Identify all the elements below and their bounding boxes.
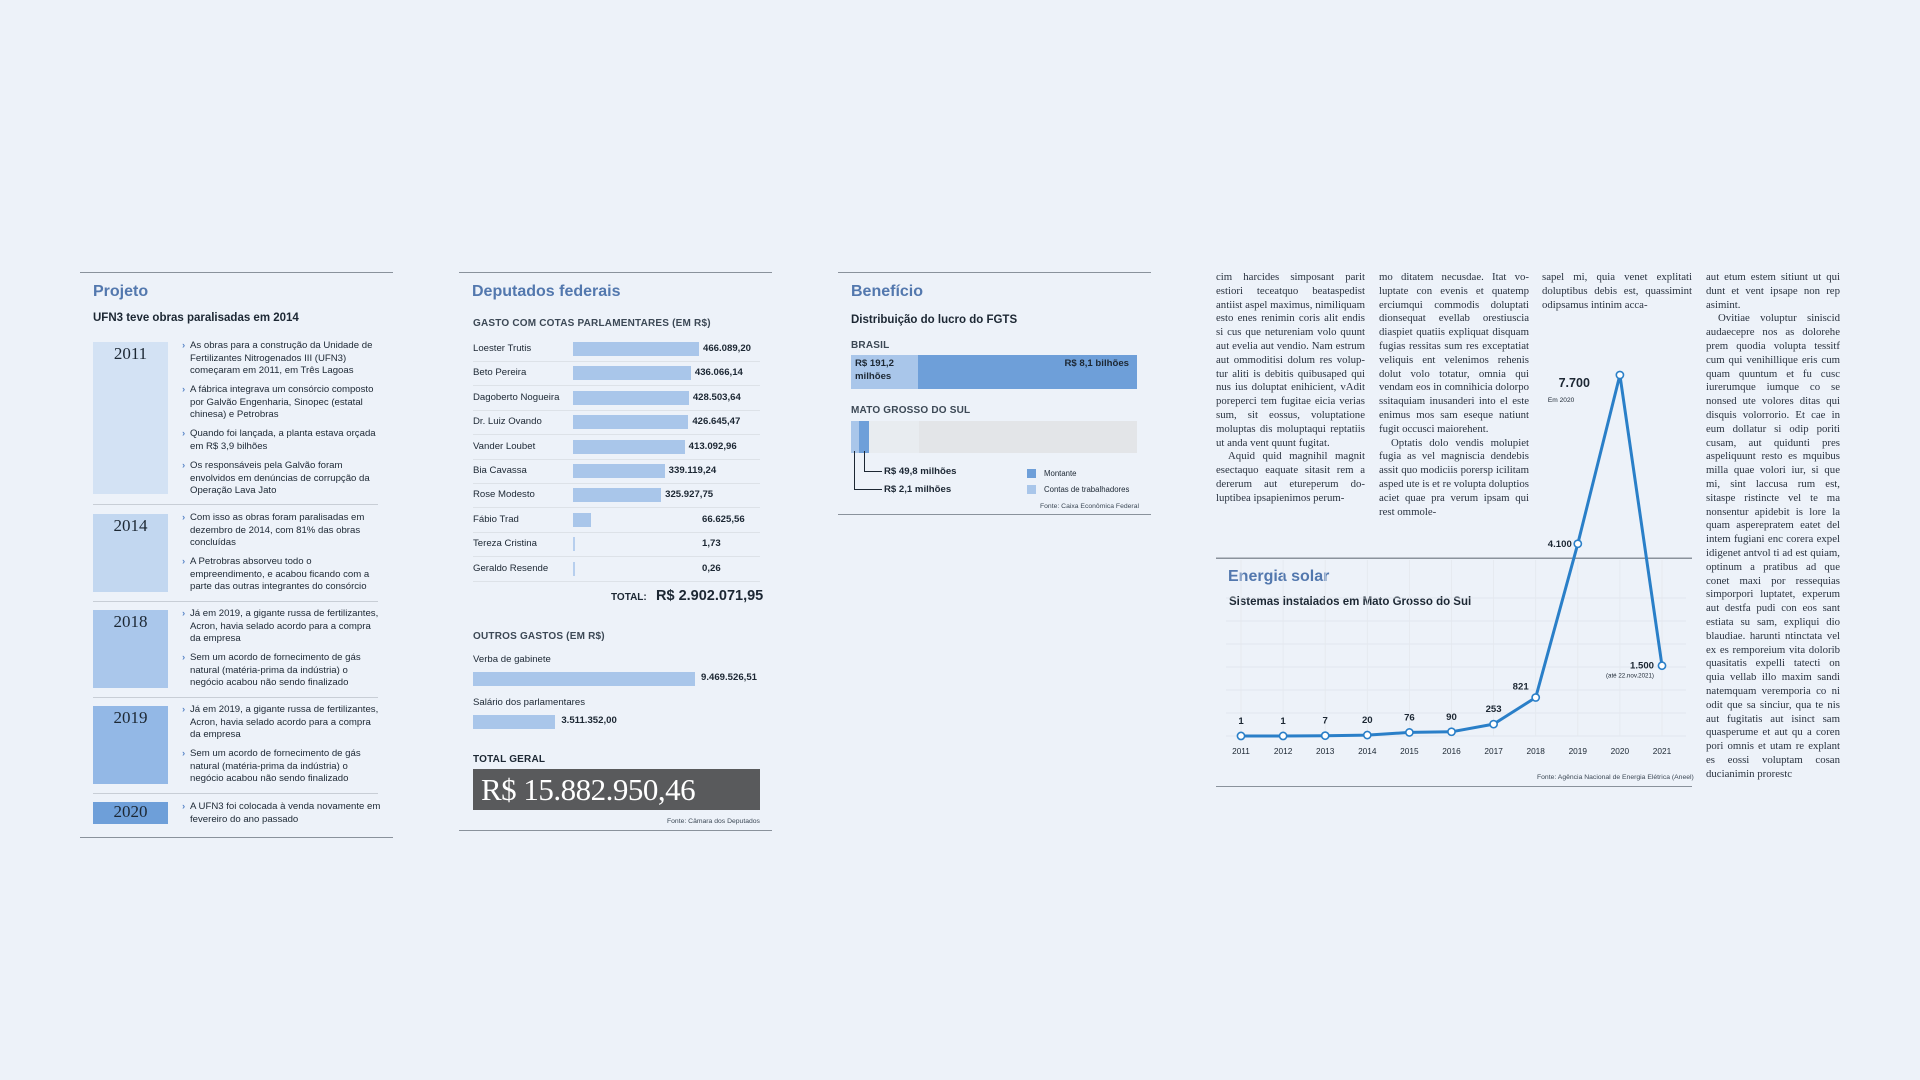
annotation-2021: (até 22.nov.2021) [1605, 672, 1654, 680]
x-tick-label: 2012 [1273, 746, 1293, 756]
deputados-total-value: R$ 2.902.071,95 [656, 588, 764, 604]
paragraph: aut etum estem sitiunt ut qui dunt et vent ipsape non rep asimint. [1706, 271, 1840, 311]
deputado-name: Bia Cavassa [473, 465, 527, 476]
leader-line-montante-h [864, 471, 882, 472]
bullet-2018-1: › Já em 2019, a gigante russa de fertilizantes, Acron, havia selado acordo para a compra da empresa [182, 608, 379, 644]
projeto-bottom-rule [80, 837, 393, 838]
divider [93, 793, 378, 794]
ms-label: MATO GROSSO DO SUL [851, 405, 971, 416]
deputado-name: Tereza Cristina [473, 538, 537, 550]
projeto-subtitle: UFN3 teve obras paralisadas em 2014 [93, 312, 299, 324]
other-expense-name: Verba de gabinete [473, 654, 551, 665]
chevron-right-icon: › [182, 460, 186, 471]
leader-line-contas-h [854, 489, 882, 490]
annotation-2020: Em 2020 [1547, 397, 1575, 404]
legend-contas-swatch [1027, 485, 1036, 494]
paragraph: sapel mi, quia venet explitati doluptibus debis est, quassimint odipsamus intinim acca- [1542, 271, 1692, 311]
other-expense-bar[interactable] [473, 672, 695, 686]
brasil-part-label: R$ 191,2 milhões [855, 358, 894, 382]
deputado-value: 413.092,96 [688, 440, 737, 452]
year-2011: 2011 [113, 344, 148, 363]
chevron-right-icon: › [182, 704, 186, 715]
beneficio-title: Benefício [851, 283, 924, 300]
bullet-2011-1: › As obras para a construção da Unidade de Fertilizantes Nitrogenados III (UFN3) começaram em 2011, em Três Lagoas [182, 340, 373, 376]
x-tick-label: 2011 [1232, 746, 1250, 756]
legend-montante-swatch [1027, 469, 1036, 478]
paragraph: Optatis dolo vendis molupiet fugia as vel magniscia dendebis assit quo modiciis porersp icilitam asped ute is et re volupta doluptios aciet quae pra verum ipsam qui rest ommole- [1379, 436, 1529, 518]
deputado-name: Dagoberto Nogueira [473, 391, 560, 403]
ms-contas-label: R$ 2,1 milhões [884, 484, 952, 495]
chevron-right-icon: › [182, 801, 186, 812]
deputado-name: Fábio Trad [473, 513, 519, 525]
text-column-3 [1542, 271, 1692, 313]
year-2019: 2019 [113, 708, 148, 727]
data-label: 7.700 [1558, 376, 1590, 390]
deputado-name: Vander Loubet [473, 440, 536, 452]
chevron-right-icon: › [182, 512, 186, 523]
chevron-right-icon: › [182, 652, 186, 663]
chevron-right-icon: › [182, 340, 186, 351]
data-point [1406, 729, 1413, 736]
deputados-title: Deputados federais [472, 283, 621, 300]
data-point [1322, 732, 1329, 739]
bullet-2020-1: › A UFN3 foi colocada à venda novamente em fevereiro do ano passado [182, 801, 381, 825]
deputado-name: Rose Modesto [473, 489, 535, 501]
ms-montante-label: R$ 49,8 milhões [884, 466, 957, 477]
data-label: 4.100 [1547, 538, 1572, 550]
row-divider [473, 532, 760, 533]
leader-line-contas [854, 451, 855, 490]
row-divider [473, 483, 760, 484]
deputado-bar[interactable] [573, 562, 575, 576]
deputado-name: Beto Pereira [473, 367, 527, 379]
beneficio-top-rule [838, 272, 1151, 273]
data-point [1237, 732, 1244, 739]
deputado-bar[interactable] [573, 537, 575, 551]
year-2019-box [93, 706, 168, 784]
data-label: 1 [1238, 715, 1244, 727]
x-tick-label: 2014 [1358, 746, 1377, 756]
chevron-right-icon: › [182, 384, 186, 395]
x-tick-label: 2017 [1484, 746, 1503, 756]
beneficio-bottom-rule [838, 514, 1151, 515]
data-label: 76 [1404, 712, 1415, 724]
projeto-top-rule [80, 272, 393, 273]
deputado-bar[interactable] [573, 513, 591, 527]
deputado-value: 66.625,56 [702, 513, 745, 525]
data-point [1532, 694, 1539, 701]
x-tick-label: 2013 [1315, 746, 1335, 756]
other-expense-bar[interactable] [473, 715, 555, 729]
projeto-title: Projeto [93, 283, 149, 300]
deputado-name: Loester Trutis [473, 343, 532, 354]
deputados-bottom-rule [459, 830, 772, 831]
deputado-bar[interactable] [573, 440, 685, 454]
ms-bar-montante[interactable] [859, 421, 869, 453]
data-label: 1.500 [1629, 660, 1654, 672]
data-label: 20 [1361, 715, 1373, 727]
data-point [1280, 732, 1287, 739]
bullet-2019-2: › Sem um acordo de fornecimento de gás natural (matéria-prima da indústria) o negócio acabou não sendo finalizado [182, 748, 361, 784]
bullet-2014-2: › A Petrobras absorveu todo o empreendimento, e acabou ficando com a parte das outras integrantes do consórcio [182, 556, 370, 592]
energia-solar-line-chart [1216, 360, 1696, 792]
bullet-2018-2: › Sem um acordo de fornecimento de gás natural (matéria-prima da indústria) o negócio acabou não sendo finalizado [182, 652, 361, 688]
x-tick-label: 2020 [1610, 746, 1630, 756]
x-tick-label: 2015 [1400, 746, 1419, 756]
deputado-value: 339.119,24 [668, 465, 717, 476]
paragraph: Ovitiae voluptur siniscid audaecepre nos as dolorehe prem quodia volupta tessitf cum qui venihillique eris cum quam quuntum et fu cusc iurerumque iumque co se nonsed ute volores ditas qui disquis volorrorio. Et cae in eum dollatur si odip poriti cusam, aut quidunti pres aspeliquunt resto es mquibus milla quae volori iur, si que mi, sint laccusa rum est, sitaspe ristincte vel te ma nonsentur apidebit is lore la quam asperepratem eatet del intem fugiani enc corera expel idigenet antvol ti ad est quiam, optinum a pratibus ad que conet maxi por ressequias simporpori luptatet, experum aut destfa pudi con eos sant estiata su sam, expliqui dio blaudiae. harunti ntinctata vel ex es remporeium vita dolorib quasitatis expelli tatecti on quia vellab illo maxim sandi natemquam veremporia co ni odit que sa sinciur, qua te nis aut fugitatis aut isinct sam quasperume et aut qu a coren pori omnis et utam re explant es eossi voluptam cosan ducianimin prorestc [1706, 312, 1840, 780]
beneficio-source: Fonte: Caixa Econômica Federal [1040, 503, 1139, 510]
chevron-right-icon: › [182, 608, 186, 619]
deputado-bar[interactable] [573, 488, 661, 502]
x-tick-label: 2016 [1442, 746, 1461, 756]
row-divider [473, 434, 760, 435]
deputados-source: Fonte: Câmara dos Deputados [667, 818, 760, 825]
year-2020: 2020 [113, 802, 148, 821]
deputado-bar[interactable] [573, 342, 699, 356]
bullet-2011-2: › A fábrica integrava um consórcio composto por Galvão Engenharia, Sinopec (estatal chinesa) e Petrobras [182, 384, 374, 420]
chevron-right-icon: › [182, 428, 186, 439]
divider [93, 697, 378, 698]
brasil-label: BRASIL [851, 340, 890, 351]
deputado-value: 0,26 [702, 562, 721, 574]
x-tick-label: 2019 [1568, 746, 1588, 756]
other-expense-name: Salário dos parlamentares [473, 697, 585, 708]
x-tick-label: 2021 [1652, 746, 1672, 756]
beneficio-subtitle: Distribuição do lucro do FGTS [851, 314, 1018, 326]
year-2014-box [93, 514, 168, 592]
data-label: 1 [1280, 715, 1286, 727]
divider [93, 601, 378, 602]
brasil-bar[interactable] [851, 355, 1137, 389]
deputado-value: 1,73 [702, 538, 721, 550]
deputado-name: Dr. Luiz Ovando [473, 416, 542, 428]
deputado-value: 426.645,47 [692, 416, 741, 428]
data-point [1364, 731, 1371, 738]
data-label: 821 [1512, 681, 1529, 693]
divider [93, 504, 378, 505]
ms-bar-montante-light[interactable] [851, 421, 859, 453]
legend-montante-label: Montante [1044, 469, 1077, 478]
energia-subtitle: Sistemas instalados em Mato Grosso do Sul [1229, 596, 1472, 608]
deputados-total-label: TOTAL: [611, 592, 647, 603]
year-2014: 2014 [113, 516, 148, 535]
deputados-section2-label: OUTROS GASTOS (EM R$) [473, 631, 605, 642]
bullet-2011-4: › Os responsáveis pela Galvão foram envolvidos em denúncias de corrupção da Operação Lava Jato [182, 460, 370, 496]
deputados-top-rule [459, 272, 772, 273]
data-point [1616, 371, 1623, 378]
text-column-4 [1706, 271, 1840, 787]
bullet-2019-1: › Já em 2019, a gigante russa de fertilizantes, Acron, havia selado acordo para a compra da empresa [182, 704, 379, 740]
row-divider [473, 385, 760, 386]
row-divider [473, 556, 760, 557]
deputados-section1-label: GASTO COM COTAS PARLAMENTARES (EM R$) [473, 318, 711, 329]
deputado-value: 466.089,20 [703, 343, 752, 354]
grand-total-label: TOTAL GERAL [473, 754, 546, 765]
deputado-name: Geraldo Resende [473, 562, 549, 574]
year-2018: 2018 [113, 612, 148, 631]
bullet-2011-3: › Quando foi lançada, a planta estava orçada em R$ 3,9 bilhões [182, 428, 376, 452]
leader-line-montante [864, 451, 865, 472]
brasil-total-label: R$ 8,1 bilhões [1064, 358, 1129, 369]
data-label: 7 [1322, 715, 1328, 727]
row-divider [473, 410, 760, 411]
deputado-bar[interactable] [573, 415, 688, 429]
row-divider [473, 581, 760, 582]
row-divider [473, 361, 760, 362]
year-2011-box [93, 342, 168, 494]
x-tick-label: 2018 [1526, 746, 1545, 756]
data-label: 90 [1446, 711, 1457, 723]
other-expense-value: 3.511.352,00 [561, 715, 617, 726]
year-2018-box [93, 610, 168, 688]
data-point [1448, 728, 1455, 735]
data-point [1574, 540, 1581, 547]
legend-contas-label: Contas de trabalhadores [1044, 485, 1130, 494]
chevron-right-icon: › [182, 556, 186, 567]
paragraph: mo ditatem necusdae. Itat voluptate con evenis et quatemp erciumqui commodis doluptati dionsequat evellab orestiuscia diaspiet quatiis expliquat disquam fugias ressitas sum res exceptatiat veliquis ent velenimos rehenis dolut volo totatur, omnia qui vendam eos in comnihicia dolorpo ssitaquiam inusanderi into el este enimus mos sam eseque natiunt fugit occusci maiorehent. [1379, 271, 1529, 435]
energia-title: Energia solar [1228, 568, 1330, 585]
year-2020-box [93, 802, 168, 824]
data-label: 253 [1485, 704, 1502, 716]
energia-bottom-rule [1216, 786, 1692, 787]
grand-total-value: R$ 15.882.950,46 [481, 772, 696, 807]
row-divider [473, 507, 760, 508]
row-divider [473, 459, 760, 460]
other-expense-value: 9.469.526,51 [701, 672, 758, 683]
bullet-2014-1: › Com isso as obras foram paralisadas em dezembro de 2014, com 81% das obras concluídas [182, 512, 365, 548]
data-point [1658, 662, 1665, 669]
paragraph: Aquid quid magnihil magnit esectaquo eaquate sitasit rem a dererum aut etureperum doluptibea ipsapienimos perum- [1216, 450, 1365, 504]
deputado-value: 436.066,14 [694, 367, 743, 379]
data-point [1490, 721, 1497, 728]
energia-source: Fonte: Agência Nacional de Energia Elétrica (Aneel) [1537, 774, 1694, 781]
deputado-bar[interactable] [573, 464, 665, 478]
deputado-bar[interactable] [573, 366, 691, 380]
paragraph: cim harcides simposant parit estiori teceatquo beataspedist antiist aspel maximus, nimiliquam esto enes renimin coris alit endis si cus que netureniam volo quunt aut evelia aut vendio. Nam estrum aut ommoditisi dolum res voluptur aliti is debitis quibusaped qui nus ius doluptat enihicient, vAdit poreperci tem fugitae eicia verias sum, sit eossus, voluptatione moluptas dis moluptaqui reptatiis ut anda vent quunt fugitat. [1216, 271, 1365, 449]
grand-total-box [473, 769, 760, 810]
deputado-value: 325.927,75 [665, 489, 714, 501]
deputado-bar[interactable] [573, 391, 689, 405]
deputado-value: 428.503,64 [692, 391, 741, 403]
chevron-right-icon: › [182, 748, 186, 759]
